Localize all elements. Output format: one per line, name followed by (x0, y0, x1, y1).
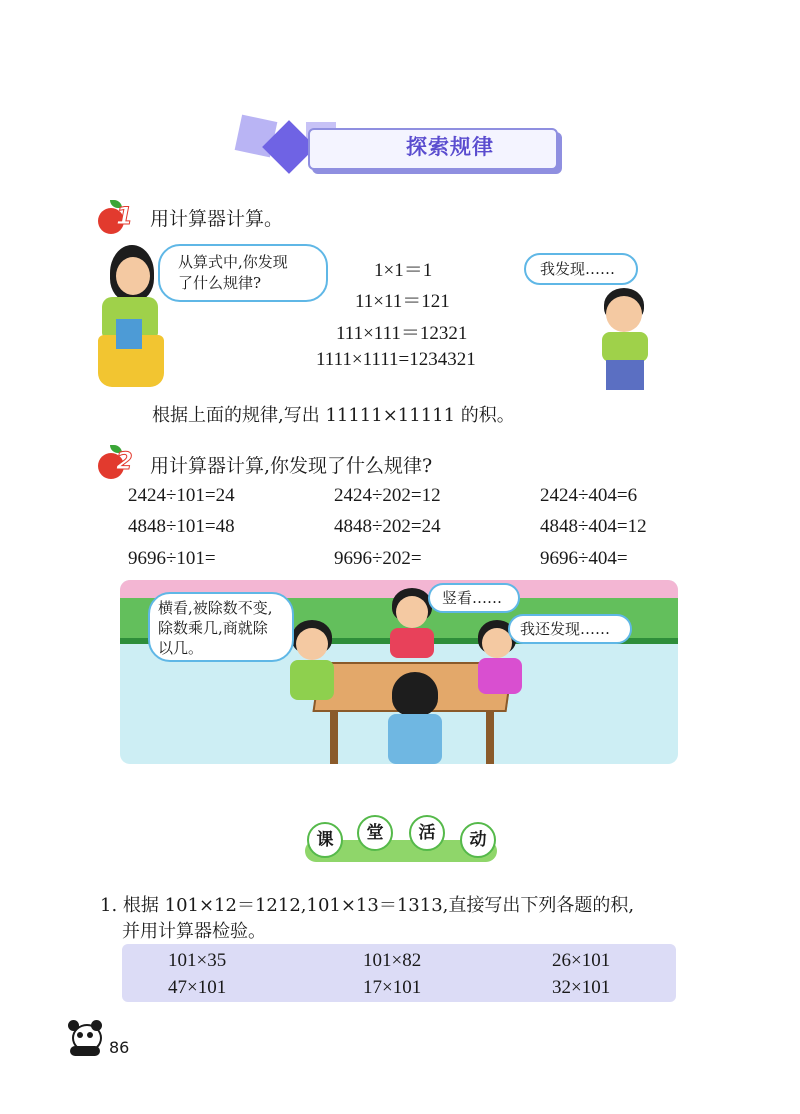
teacher-bubble-line-2: 了什么规律? (178, 274, 262, 292)
activity-char-4: 动 (460, 822, 496, 858)
page-number: 86 (109, 1038, 130, 1057)
exercise-r1-c3: 26×101 (552, 950, 611, 971)
division-r1-c1: 2424÷101=24 (128, 485, 235, 506)
exercise-1-line-2: 并用计算器检验。 (122, 921, 266, 942)
division-r3-c2: 9696÷202= (334, 548, 422, 569)
teacher-speech-bubble (158, 244, 328, 302)
activity-char-1: 课 (307, 822, 343, 858)
section-1-instruction: 根据上面的规律,写出 11111×11111 的积。 (152, 405, 515, 426)
exercise-r1-c1: 101×35 (168, 950, 227, 971)
division-r2-c3: 4848÷404=12 (540, 516, 647, 537)
page-title: 探索规律 (406, 135, 494, 159)
exercise-r1-c2: 101×82 (363, 950, 422, 971)
left-bubble-line-2: 除数乘几,商就除 (158, 619, 268, 637)
boy-illustration (590, 288, 666, 396)
section-2-number: 2 (116, 447, 133, 475)
activity-char-2: 堂 (357, 815, 393, 851)
equation-3: 111×111＝12321 (336, 323, 468, 344)
division-r2-c2: 4848÷202=24 (334, 516, 441, 537)
left-bubble-line-1: 横看,被除数不变, (158, 599, 273, 617)
panda-icon (66, 1020, 104, 1056)
section-1-number: 1 (116, 202, 133, 230)
division-r3-c1: 9696÷101= (128, 548, 216, 569)
section-2-heading: 用计算器计算,你发现了什么规律? (150, 455, 433, 477)
exercise-1-line-1: 1. 根据 101×12＝1212,101×13＝1313,直接写出下列各题的积, (100, 895, 635, 916)
section-1-heading: 用计算器计算。 (150, 208, 284, 230)
left-bubble-line-3: 以几。 (158, 639, 204, 657)
exercise-r2-c3: 32×101 (552, 977, 611, 998)
equation-1: 1×1＝1 (374, 260, 433, 281)
exercise-r2-c1: 47×101 (168, 977, 227, 998)
division-r3-c3: 9696÷404= (540, 548, 628, 569)
section-1-badge (98, 200, 144, 234)
equation-4: 1111×1111=1234321 (316, 349, 476, 370)
right-student-speech-bubble: 我还发现…… (508, 614, 632, 644)
top-student-speech-bubble: 竖看…… (428, 583, 520, 613)
left-student-speech-bubble (148, 592, 294, 662)
division-r1-c3: 2424÷404=6 (540, 485, 638, 506)
boy-speech-bubble: 我发现…… (524, 253, 638, 285)
division-r2-c1: 4848÷101=48 (128, 516, 235, 537)
teacher-bubble-line-1: 从算式中,你发现 (178, 253, 288, 271)
division-r1-c2: 2424÷202=12 (334, 485, 441, 506)
section-2-badge (98, 445, 144, 479)
activity-char-3: 活 (409, 815, 445, 851)
equation-2: 11×11＝121 (355, 291, 450, 312)
exercise-r2-c2: 17×101 (363, 977, 422, 998)
